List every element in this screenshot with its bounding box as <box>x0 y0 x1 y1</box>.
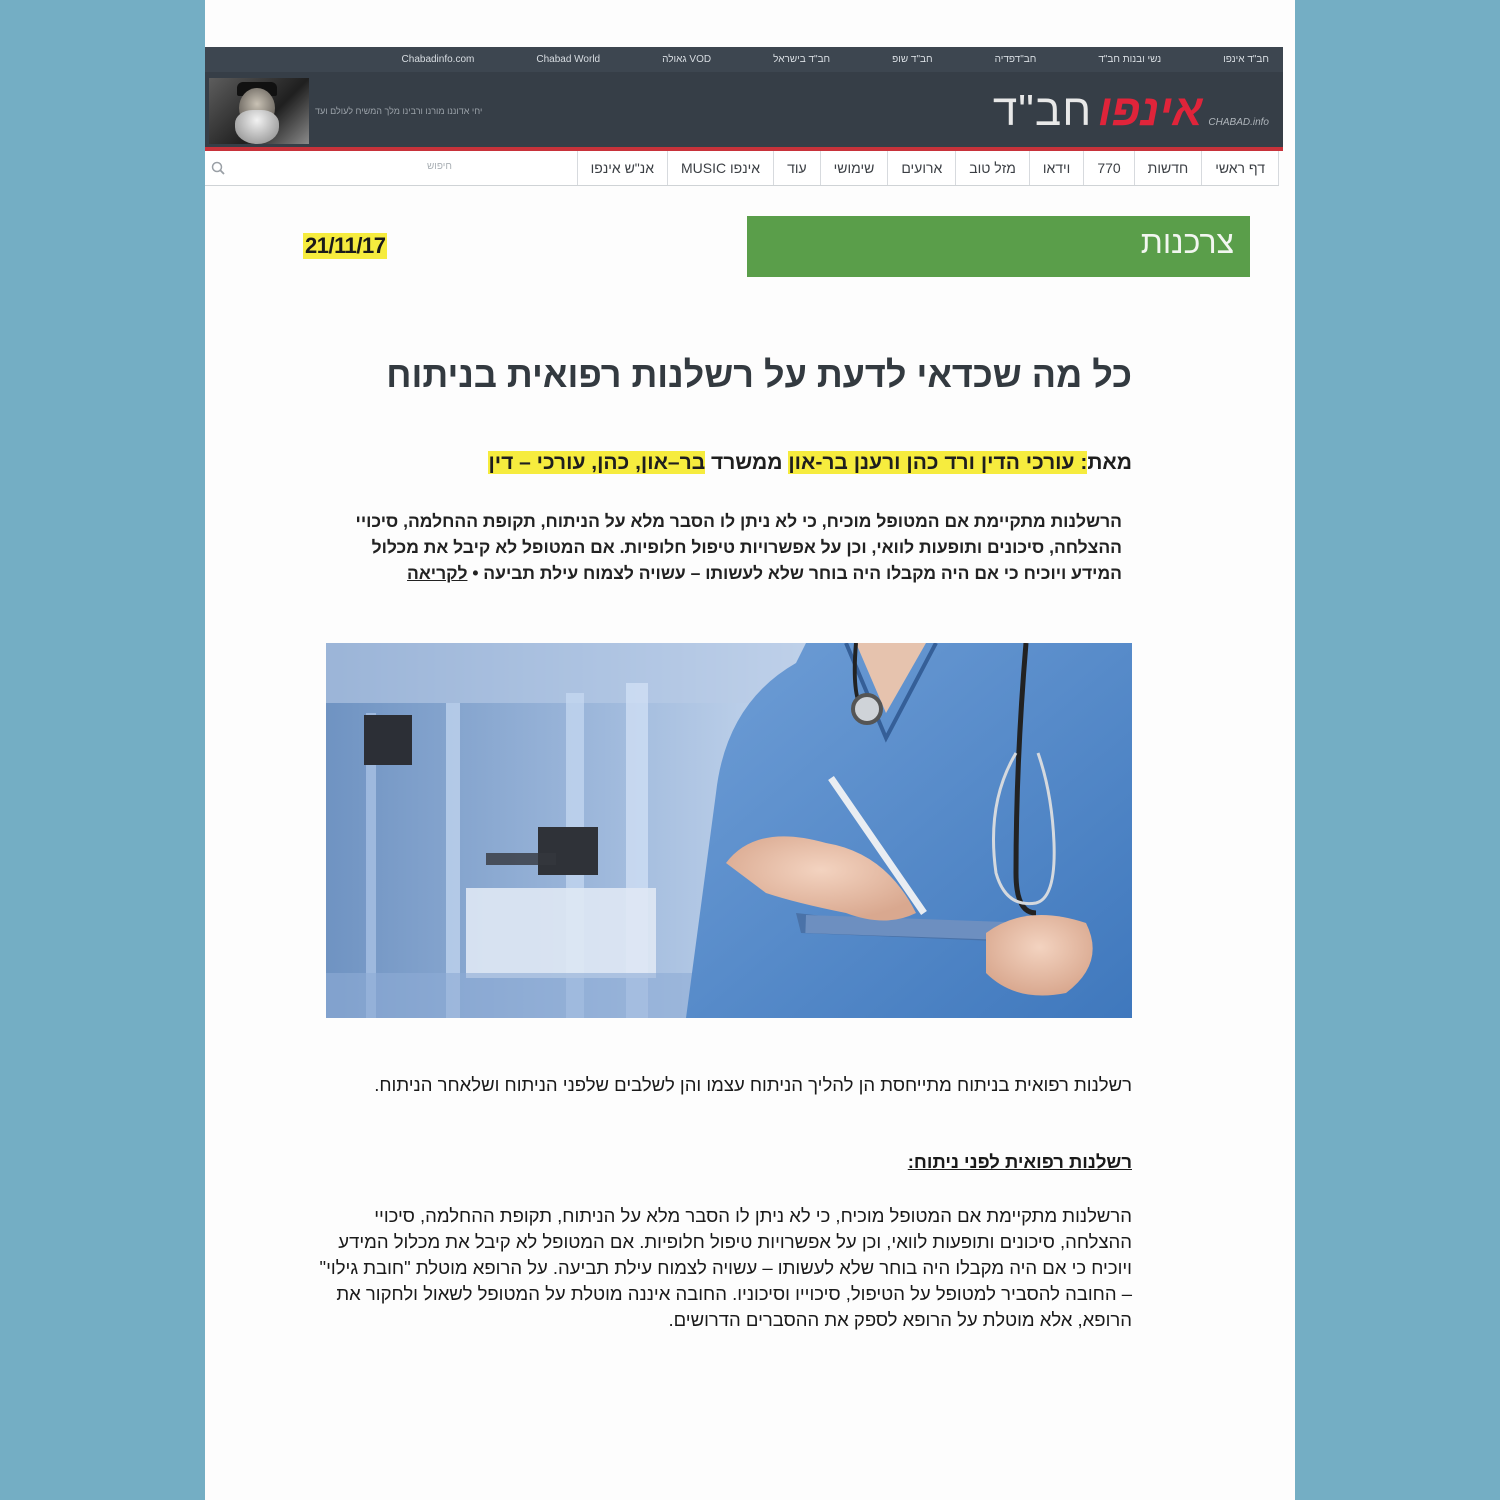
site-logo[interactable] <box>993 80 1269 136</box>
nav-items <box>577 151 1279 185</box>
nav-item[interactable]: ארועים <box>887 151 955 185</box>
doctor-clipboard-image <box>326 643 1132 1018</box>
article-photo <box>326 643 1132 1018</box>
read-more-link[interactable]: לקריאה <box>407 563 468 583</box>
article-date: 21/11/17 <box>305 233 386 258</box>
top-link[interactable]: גאולה VOD <box>662 54 712 65</box>
logo-sub: CHABAD.info <box>1208 117 1269 128</box>
logo-accent: אינפו <box>1098 86 1203 135</box>
byline-prefix: מאת <box>1087 451 1132 474</box>
top-link[interactable]: חב"דפדיה <box>994 54 1037 65</box>
paragraph-2: הרשלנות מתקיימת אם המטופל מוכיח, כי לא ניתן לו הסבר מלא על הניתוח, תקופת ההחלמה, סיכויי ההצלחה, סיכונים ותופעות לוואי, וכן על אפשרויות טיפול חלופיות. אם המטופל לא קיבל את מכלול המידע ויוכיח כי אם היה מקבלו היה בוחר שלא לעשותו – עשויה לצמוח עילת תביעה. על הרופא מוטלת "חובת גילוי" – החובה להסביר למטופל על הטיפול, סיכוייו וסיכוניו. החובה איננה מוטלת על המטופל לשאול ולחקור את הרופא, אלא מוטלת על הרופא לספק את ההסברים הדרושים. <box>319 1205 1132 1330</box>
main-nav <box>205 151 1279 186</box>
article-byline <box>488 451 1132 475</box>
nav-item[interactable]: חדשות <box>1134 151 1202 185</box>
article-title: כל מה שכדאי לדעת על רשלנות רפואית בניתוח <box>386 354 1132 395</box>
rebbe-photo <box>209 78 309 144</box>
logo-main: חב"ד <box>992 86 1093 135</box>
top-links-bar <box>205 47 1283 72</box>
site-banner <box>205 72 1283 147</box>
lead-text: הרשלנות מתקיימת אם המטופל מוכיח, כי לא ניתן לו הסבר מלא על הניתוח, תקופת ההחלמה, סיכויי ההצלחה, סיכונים ותופעות לוואי, וכן על אפשרויות טיפול חלופיות. אם המטופל לא קיבל את מכלול המידע ויוכיח כי אם היה מקבלו היה בוחר שלא לעשותו – עשויה לצמוח עילת תביעה • <box>355 511 1122 583</box>
nav-item[interactable]: דף ראשי <box>1201 151 1279 185</box>
search-input[interactable] <box>205 156 575 180</box>
search-placeholder: חיפוש <box>427 161 452 172</box>
top-link[interactable]: חב"ד אינפו <box>1223 54 1269 65</box>
search-icon[interactable] <box>210 160 226 176</box>
nav-item[interactable]: שימושי <box>820 151 888 185</box>
byline-colon: : <box>1080 451 1088 474</box>
nav-item[interactable]: מזל טוב <box>955 151 1029 185</box>
byline-firm: בר–און, כהן, עורכי – דין <box>488 451 706 474</box>
top-link[interactable]: Chabad World <box>536 54 601 65</box>
nav-item[interactable]: וידאו <box>1029 151 1083 185</box>
nav-item[interactable]: אינפו MUSIC <box>667 151 773 185</box>
article-lead <box>332 508 1122 586</box>
section-heading: רשלנות רפואית לפני ניתוח: <box>907 1151 1132 1172</box>
top-link[interactable]: Chabadinfo.com <box>401 54 475 65</box>
nav-item[interactable]: 770 <box>1083 151 1133 185</box>
top-links <box>402 47 1269 72</box>
category-banner <box>747 216 1250 277</box>
nav-item[interactable]: עוד <box>773 151 820 185</box>
byline-authors: עורכי הדין ורד כהן ורענן בר-און <box>788 451 1081 474</box>
top-link[interactable]: חב"ד שופ <box>892 54 933 65</box>
top-link[interactable]: נשי ובנות חב"ד <box>1098 54 1162 65</box>
byline-middle: ממשרד <box>705 451 789 474</box>
category-label: צרכנות <box>1140 224 1234 260</box>
site-tagline: יחי אדוננו מורנו ורבינו מלך המשיח לעולם ועד <box>315 106 483 116</box>
paragraph-1: רשלנות רפואית בניתוח מתייחסת הן להליך הניתוח עצמו והן לשלבים שלפני הניתוח ושלאחר הניתוח. <box>374 1074 1132 1095</box>
top-link[interactable]: חב"ד בישראל <box>773 54 831 65</box>
nav-item[interactable]: אנ"ש אינפו <box>577 151 667 185</box>
